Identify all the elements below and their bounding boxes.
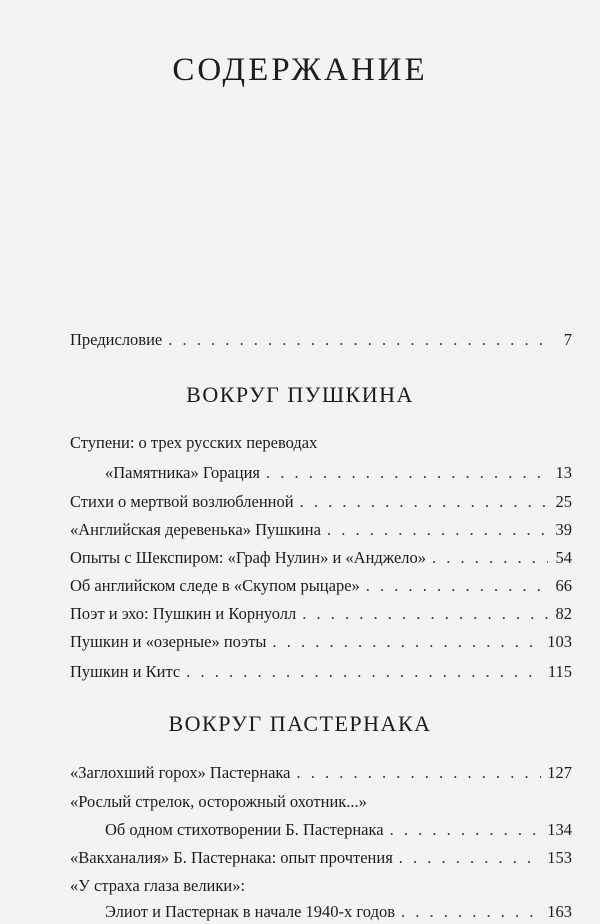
toc-entry-page: 66 [555, 576, 572, 595]
toc-entry-page: 103 [547, 632, 572, 651]
toc-entry-label: «Рослый стрелок, осторожный охотник...» [70, 792, 367, 811]
toc-entry [70, 576, 572, 596]
toc-entry-label: Об английском следе в «Скупом рыцаре» [70, 576, 360, 595]
toc-entry [70, 520, 572, 540]
dot-leader [399, 848, 541, 868]
toc-entry [70, 876, 572, 896]
toc-entry [70, 848, 572, 868]
dot-leader [327, 520, 548, 540]
dot-leader [186, 662, 542, 682]
toc-entry-page: 82 [555, 604, 572, 623]
section-heading-pasternak: ВОКРУГ ПАСТЕРНАКА [168, 711, 432, 736]
dot-leader [273, 632, 542, 652]
dot-leader [168, 330, 548, 350]
page-title: СОДЕРЖАНИЕ [172, 52, 428, 88]
toc-entry-page: 153 [547, 848, 572, 867]
toc-entry-page: 115 [547, 662, 572, 681]
toc-entry-label: «У страха глаза велики»: [70, 876, 246, 895]
toc-entry [105, 463, 572, 483]
toc-entry-page: 134 [547, 820, 572, 839]
toc-entry [70, 792, 572, 812]
toc-entry-page: 13 [555, 463, 572, 482]
toc-entry-label: Пушкин и Китс [70, 662, 181, 681]
toc-entry-label: Опыты с Шекспиром: «Граф Нулин» и «Анджело» [70, 548, 427, 567]
toc-entry [70, 662, 572, 682]
toc-entry-preface [70, 330, 572, 350]
toc-entry [70, 604, 572, 624]
toc-entry-page: 25 [555, 492, 572, 511]
toc-entry-page: 54 [555, 548, 572, 567]
toc-entry-page: 7 [563, 330, 572, 349]
toc-entry-label: «Заглохший горох» Пастернака [70, 763, 291, 782]
section-heading-pushkin: ВОКРУГ ПУШКИНА [186, 382, 414, 407]
toc-entry-label: «Английская деревенька» Пушкина [70, 520, 321, 539]
toc-entry-label: «Памятника» Горация [105, 463, 261, 482]
toc-entry-label: Ступени: о трех русских переводах [70, 433, 318, 452]
toc-entry-label: Об одном стихотворении Б. Пастернака [105, 820, 384, 839]
toc-entry-label: Элиот и Пастернак в начале 1940-х годов [105, 902, 395, 921]
toc-entry [70, 433, 572, 453]
toc-entry [70, 632, 572, 652]
toc-entry [70, 492, 572, 512]
dot-leader [300, 492, 548, 512]
toc-entry-label: Предисловие [70, 330, 163, 349]
toc-entry-label: Стихи о мертвой возлюбленной [70, 492, 294, 511]
dot-leader [266, 463, 548, 483]
toc-entry-page: 39 [555, 520, 572, 539]
toc-entry-page: 163 [547, 902, 572, 921]
dot-leader [432, 548, 548, 568]
dot-leader [302, 604, 548, 624]
toc-entry-page: 127 [547, 763, 572, 782]
dot-leader [390, 820, 542, 840]
toc-entry-label: Поэт и эхо: Пушкин и Корнуолл [70, 604, 297, 623]
dot-leader [401, 902, 541, 922]
toc-entry [70, 763, 572, 783]
dot-leader [366, 576, 548, 596]
toc-entry-label: Пушкин и «озерные» поэты [70, 632, 267, 651]
dot-leader [297, 763, 542, 783]
toc-entry [105, 902, 572, 922]
toc-entry-label: «Вакханалия» Б. Пастернака: опыт прочтения [70, 848, 393, 867]
toc-entry [105, 820, 572, 840]
toc-entry [70, 548, 572, 568]
